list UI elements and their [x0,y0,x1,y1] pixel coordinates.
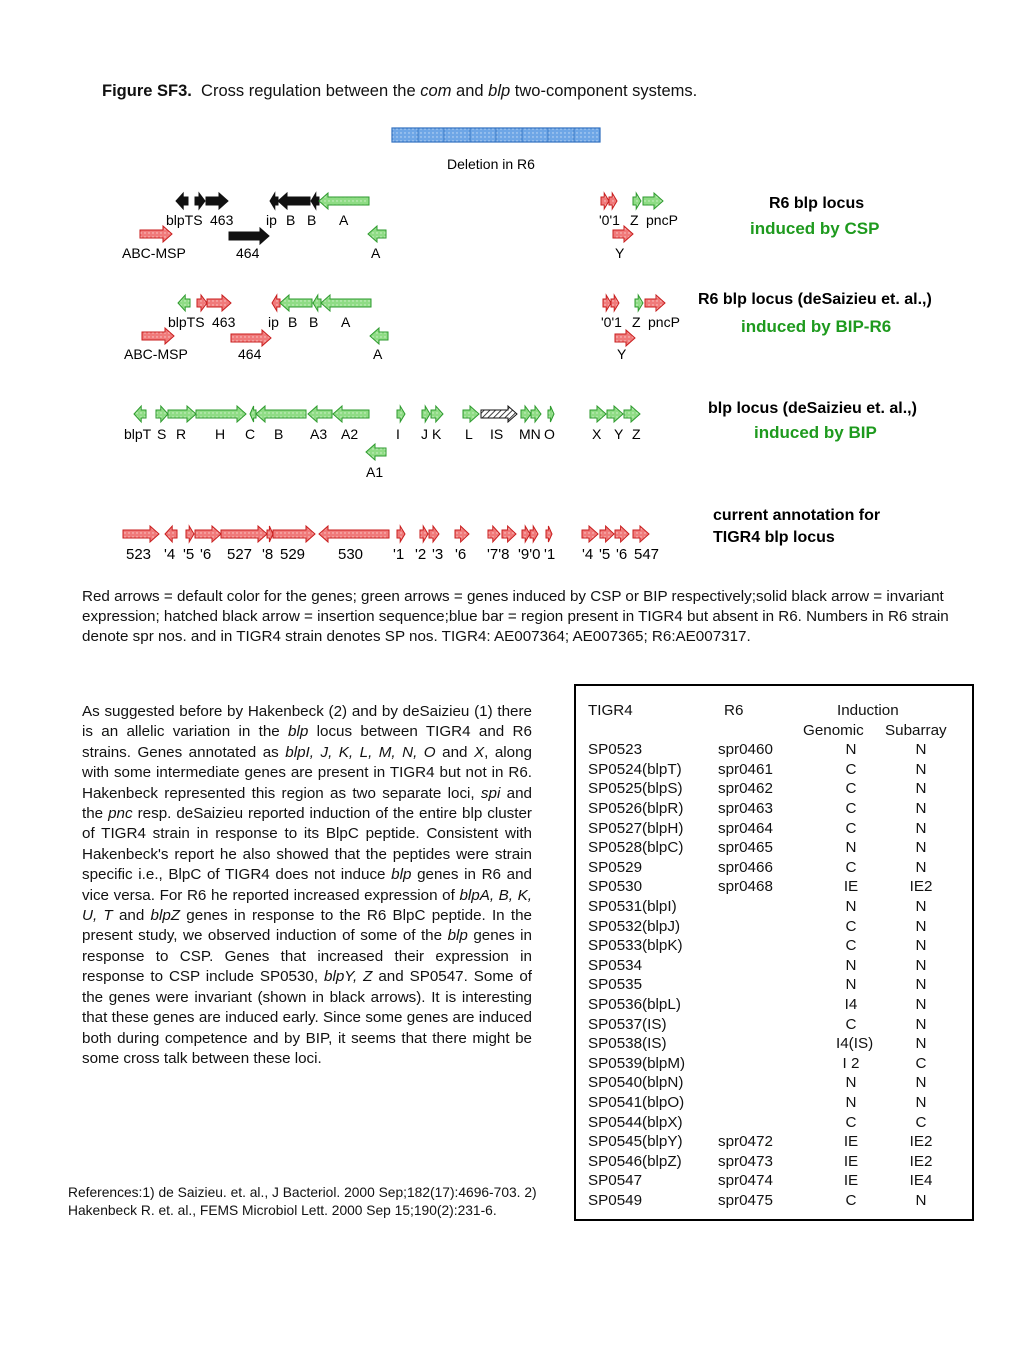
gene-arrow [176,193,188,209]
gene-arrow [643,193,663,209]
gene-arrow [422,406,430,422]
table-cell-subarray: IE4 [909,1172,933,1190]
table-cell-subarray: N [915,996,927,1013]
table-cell-tigr4: SP0534 [588,956,643,974]
table-cell-r6: spr0465 [718,839,773,857]
table-cell-subarray: N [915,858,927,876]
table-cell-subarray: N [915,917,927,935]
gene-arrow [521,406,531,422]
figure-title [102,82,697,101]
title-text-pre: Cross regulation between the [201,82,416,100]
header-r6: R6 [724,702,744,719]
gene-label: ABC-MSP [122,245,186,261]
gene-arrow [140,226,172,242]
header-subarray: Subarray [885,721,947,739]
gene-label: blpTS [168,314,205,330]
gene-arrow [134,406,146,422]
gene-label: A [339,212,349,228]
gene-label: '6 [200,546,212,563]
gene-arrow [278,193,310,209]
gene-label: J [421,426,428,442]
gene-arrow [195,526,221,542]
gene-label: blpTS [166,212,203,228]
text: genes in R6 and vice versa. For R6 he reported increased expression of [82,866,532,904]
text: and SP0547. Some of the genes were invariant (shown in black arrows). It is interesting that these genes are induced early. Since some genes are induced both during competence and by BIP, it seems that there might be some cross talk between these loci. [82,968,532,1067]
gene-label: '1 [544,546,556,563]
gene-label: O [544,426,555,442]
gene-arrow [603,295,611,311]
gene-label: X [592,426,602,442]
gene-arrow [531,406,541,422]
text-italic: blpI, J, K, L, M, N, O [285,743,436,761]
gene-arrow [319,193,369,209]
text: genes in response to CSP. Genes that increased their expression in response to CSP include SP0530, [82,927,532,986]
gene-arrow [178,295,190,311]
table-cell-genomic: N [845,741,857,759]
figure-label: Figure SF3. [102,82,192,100]
table-cell-r6: spr0462 [718,780,773,798]
table-cell-subarray: N [915,819,927,837]
table-cell-genomic: N [845,898,857,915]
gene-label: A [373,346,383,362]
table-cell-r6: spr0475 [718,1192,773,1209]
gene-label: '5 [599,546,611,563]
table-cell-genomic: C [845,858,857,876]
gene-arrow [206,193,228,209]
gene-arrow [272,295,280,311]
gene-label: A [341,314,351,330]
row4-heading: current annotation for [713,507,881,524]
table-cell-tigr4: SP0547 [588,1172,643,1190]
text-italic: blp [288,723,309,741]
gene-arrow [370,328,388,344]
text-italic: blp [447,927,468,945]
table-cell-tigr4: SP0544(blpX) [588,1113,683,1131]
header-genomic: Genomic [803,721,864,739]
row1-labels [122,212,678,261]
row1-induced: induced by CSP [750,219,880,238]
gene-label: 464 [238,346,262,362]
figure-legend: Red arrows = default color for the genes; green arrows = genes induced by CSP or BIP respectively;solid black arrow = invariant expression; hatched black arrow = insertion sequence;blue bar = region present in TIGR4 but absent in R6. Numbers in R6 strain denote spr nos. and in TIGR4 strain denotes SP nos. TIGR4: AE007364; AE007365; R6:AE007317. [82,588,949,645]
gene-label: A [371,245,381,261]
table-cell-genomic: N [845,956,857,974]
gene-label: ip [268,314,279,330]
gene-arrow [607,406,623,422]
gene-arrow [273,526,315,542]
gene-arrow [256,406,306,422]
gene-arrow [635,295,643,311]
gene-arrow [368,226,386,242]
gene-arrow [321,295,371,311]
gene-arrow [280,295,312,311]
gene-label: '0'1 [599,212,620,228]
table-cell-r6: spr0460 [718,741,773,759]
gene-locus-diagram [0,110,1024,580]
gene-arrow [311,193,319,209]
gene-label: B [288,314,298,330]
row2-induced: induced by BIP-R6 [741,317,892,336]
gene-arrow [308,406,332,422]
gene-arrow [546,526,552,542]
text-italic: blpY, Z [324,968,373,986]
table-cell-genomic: I 2 [842,1054,860,1072]
gene-arrow [590,406,606,422]
table-cell-tigr4: SP0526(blpR) [588,800,684,817]
title-com: com [420,82,452,100]
gene-arrow [250,406,256,422]
gene-label: '5 [183,546,195,563]
table-cell-tigr4: SP0524(blpT) [588,760,682,778]
gene-arrow [488,526,500,542]
table-cell-r6: spr0468 [718,878,773,896]
gene-label: '1 [393,546,405,563]
gene-label: Y [615,245,625,261]
gene-label: '6 [455,546,467,563]
gene-label: 463 [210,212,234,228]
gene-arrow [431,406,443,422]
gene-label: '0'1 [601,314,622,330]
table-cell-subarray: C [915,1054,927,1072]
table-cell-subarray: IE2 [909,878,933,896]
table-cell-subarray: N [915,839,927,857]
gene-label: 547 [634,546,660,563]
gene-label: Z [632,314,641,330]
text-italic: pnc [108,805,133,823]
row2-labels [124,314,680,362]
table-cell-subarray: N [915,1094,927,1111]
gene-arrow [142,328,174,344]
table-cell-genomic: IE [843,1152,859,1170]
gene-arrow [582,526,598,542]
text: genes in response to the R6 BlpC peptide. In the present study, we observed induction of some of the [82,907,532,945]
gene-label: 529 [280,546,306,563]
gene-label: '7'8 [487,546,510,563]
text-italic: spi [480,784,501,802]
table-cell-genomic: I4(IS) [836,1035,874,1053]
table-cell-subarray: IE2 [909,1152,933,1170]
table-cell-tigr4: SP0549 [588,1192,643,1209]
gene-label: B [309,314,319,330]
gene-label: IS [490,426,504,442]
gene-label: Y [614,426,624,442]
gene-arrow [195,193,205,209]
gene-arrow [429,526,439,542]
table-cell-tigr4: SP0523 [588,741,643,759]
gene-label: Z [632,426,641,442]
table-cell-genomic: C [845,1113,857,1131]
gene-label: A1 [366,464,384,480]
gene-label: 463 [212,314,236,330]
table-cell-subarray: N [915,741,927,759]
row2-heading: R6 blp locus (deSaizieu et. al.,) [698,291,932,308]
gene-label: C [245,426,256,442]
gene-arrow [601,193,609,209]
text: locus between TIGR4 and R6 strains. Genes annotated as [82,723,532,761]
gene-arrow [313,295,321,311]
text-italic: X [473,743,485,761]
gene-arrow [611,295,619,311]
table-cell-subarray: N [915,760,927,778]
table-cell-r6: spr0473 [718,1152,773,1170]
gene-arrow [168,406,196,422]
gene-arrow [397,406,405,422]
gene-label: B [274,426,284,442]
table-cell-subarray: N [915,1015,927,1033]
table-cell-subarray: N [915,937,927,955]
table-cell-tigr4: SP0533(blpK) [588,937,683,955]
gene-label: Z [630,212,639,228]
gene-label: B [286,212,296,228]
table-cell-tigr4: SP0541(blpO) [588,1094,685,1111]
gene-arrow [123,526,159,542]
table-cell-tigr4: SP0525(blpS) [588,780,683,798]
text-italic: blpA, B, K, U, T [82,886,532,925]
table-cell-tigr4: SP0532(blpJ) [588,917,681,935]
text: As suggested before by Hakenbeck (2) and by deSaizieu (1) there is an allelic variation in the [82,703,532,741]
gene-label: Y [617,346,627,362]
table-cell-genomic: IE [843,1133,859,1151]
table-cell-tigr4: SP0531(blpI) [588,898,677,915]
gene-label: ip [266,212,277,228]
body-paragraph [82,702,532,1069]
text-italic: blp [391,866,412,884]
gene-label: '6 [616,546,628,563]
gene-arrow [633,193,641,209]
table-cell-subarray: N [915,1192,927,1209]
text: resp. deSaizieu reported induction of the entire blp cluster of TIGR4 strain in response to its BlpC peptide. Consistent with Hakenbeck's report he also showed that the peptides were strain specific i.e., BlpC of TIGR4 does not induce [82,805,532,884]
gene-label: 530 [338,546,364,563]
gene-label: blpT [124,426,152,442]
text: and [118,907,145,925]
gene-label: A2 [341,426,359,442]
gene-arrow [267,526,273,542]
table-cell-tigr4: SP0527(blpH) [588,819,684,837]
title-and: and [456,82,484,100]
gene-label: K [432,426,442,442]
gene-arrow [186,526,194,542]
gene-label: A3 [310,426,328,442]
gene-arrow [645,295,665,311]
table-cell-genomic: C [845,780,857,798]
table-cell-tigr4: SP0540(blpN) [588,1074,684,1092]
gene-arrow [633,526,649,542]
gene-label: 464 [236,245,260,261]
gene-arrow [366,444,386,460]
table-cell-genomic: N [845,1074,857,1092]
table-cell-subarray: IE2 [909,1133,933,1151]
gene-arrow [197,295,207,311]
gene-arrow [333,406,369,422]
references: References:1) de Saizieu. et. al., J Bacteriol. 2000 Sep;182(17):4696-703. 2) Hakenbeck R. et. al., FEMS Microbiol Lett. 2000 Sep 15;190(2):231-6. [68,1185,537,1219]
text: and the [82,784,532,823]
gene-arrow [613,226,633,242]
gene-label: MN [519,426,541,442]
gene-arrow [196,406,246,422]
table-cell-genomic: C [845,800,857,817]
table-cell-subarray: N [915,800,927,817]
gene-arrow [270,193,278,209]
deletion-label: Deletion in R6 [447,156,535,172]
table-cell-subarray: N [915,976,927,994]
table-cell-genomic: C [845,1192,857,1209]
gene-arrows [123,193,665,542]
gene-arrow [420,526,428,542]
gene-label: B [307,212,317,228]
gene-label: '9'0 [518,546,541,563]
table-cell-tigr4: SP0529 [588,858,643,876]
text: , along with some intermediate genes are present in TIGR4 but not in R6. Hakenbeck represented this region as two separate loci, [82,743,532,802]
table-cell-subarray: N [915,956,927,974]
gene-arrow [615,526,629,542]
gene-label: pncP [646,212,678,228]
gene-arrow [319,526,389,542]
table-cell-r6: spr0474 [718,1172,773,1190]
gene-arrow [397,526,405,542]
table-cell-genomic: IE [843,878,859,896]
gene-label: 523 [126,546,152,563]
table-cell-genomic: IE [843,1172,859,1190]
gene-arrow [455,526,469,542]
text-italic: blpZ [150,907,181,925]
gene-label: '4 [582,546,594,563]
table-cell-subarray: C [915,1113,927,1131]
gene-label: 527 [227,546,253,563]
row3-heading: blp locus (deSaizieu et. al.,) [708,400,917,417]
header-induction: Induction [837,702,899,719]
table-cell-r6: spr0461 [718,760,773,778]
gene-arrow [624,406,640,422]
table-cell-tigr4: SP0530 [588,878,643,896]
gene-arrow [221,526,267,542]
table-cell-subarray: N [915,1074,927,1092]
gene-label: I [396,426,400,442]
table-cell-tigr4: SP0537(IS) [588,1015,667,1033]
table-cell-tigr4: SP0546(blpZ) [588,1152,682,1170]
text: and [442,743,468,761]
gene-arrow [609,193,617,209]
gene-arrow [229,228,269,244]
gene-arrow [156,406,168,422]
gene-label: '4 [164,546,176,563]
gene-label: S [157,426,167,442]
table-cell-tigr4: SP0536(blpL) [588,996,681,1013]
row1-heading: R6 blp locus [769,195,865,212]
table-cell-genomic: C [845,760,857,778]
row3-induced: induced by BIP [754,423,877,442]
gene-arrow [207,295,231,311]
title-blp: blp [488,82,511,100]
induction-table [574,684,974,1221]
row4-heading-2: TIGR4 blp locus [713,529,835,546]
gene-label: '3 [432,546,444,563]
table-cell-genomic: C [845,917,857,935]
title-text-post: two-component systems. [514,82,698,100]
table-cell-tigr4: SP0545(blpY) [588,1133,683,1151]
table-cell-r6: spr0463 [718,800,773,817]
table-cell-genomic: N [845,1094,857,1111]
gene-arrow [600,526,614,542]
table-cell-genomic: C [845,937,857,955]
table-cell-genomic: N [845,839,857,857]
gene-arrow [165,526,177,542]
table-cell-genomic: C [845,819,857,837]
gene-label: pncP [648,314,680,330]
table-cell-subarray: N [915,898,927,915]
gene-arrow [522,526,530,542]
table-cell-tigr4: SP0539(blpM) [588,1054,686,1072]
table-cell-tigr4: SP0535 [588,976,643,994]
gene-label: '2 [415,546,427,563]
table-cell-r6: spr0464 [718,819,773,837]
table-cell-tigr4: SP0528(blpC) [588,839,684,857]
table-cell-subarray: N [915,1035,927,1053]
table-cell-r6: spr0466 [718,858,773,876]
gene-arrow [231,330,271,346]
table-cell-r6: spr0472 [718,1133,773,1151]
table-cell-genomic: C [845,1015,857,1033]
table-cell-genomic: I4 [844,996,858,1013]
gene-arrow [530,526,538,542]
gene-arrow [548,406,554,422]
gene-label: L [465,426,473,442]
gene-arrow [481,406,517,422]
table-cell-tigr4: SP0538(IS) [588,1035,667,1053]
gene-label: ABC-MSP [124,346,188,362]
gene-label: H [215,426,226,442]
gene-arrow [502,526,516,542]
table-cell-genomic: N [845,976,857,994]
row4-labels [126,546,659,563]
gene-label: R [176,426,187,442]
gene-arrow [463,406,479,422]
gene-arrow [615,330,635,346]
gene-label: '8 [262,546,274,563]
header-tigr4: TIGR4 [588,702,633,719]
table-cell-subarray: N [915,780,927,798]
